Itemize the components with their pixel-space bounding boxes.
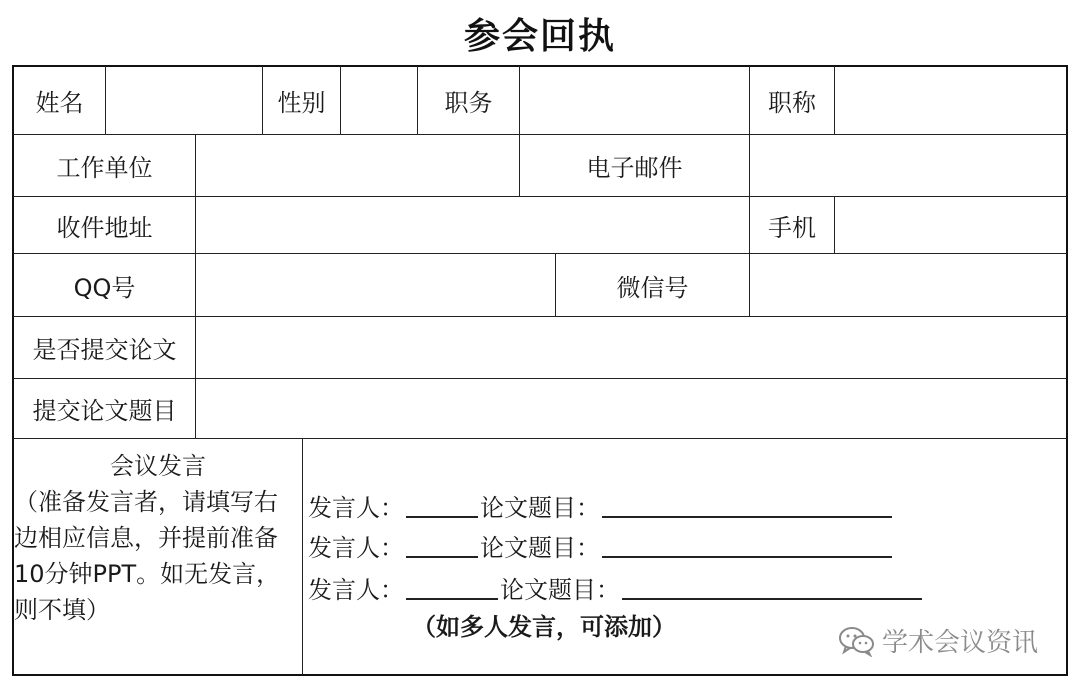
paper-title-blank[interactable]: [602, 555, 892, 558]
add-speakers-note: （如多人发言，可添加）: [412, 613, 676, 641]
paper-title-blank[interactable]: [602, 515, 892, 518]
paper-title-field[interactable]: [196, 379, 1066, 438]
speaker-name-blank[interactable]: [406, 515, 478, 518]
speech-note-line: 10分钟PPT。如无发言，: [14, 560, 281, 588]
form-title: 参会回执: [463, 16, 616, 57]
job-title-label: 职称: [768, 89, 816, 117]
address-label: 收件地址: [56, 213, 153, 242]
speaker-name-blank[interactable]: [406, 597, 498, 600]
watermark: [838, 622, 1038, 659]
speaker-name-blank[interactable]: [406, 555, 478, 558]
wechat-label: 微信号: [616, 273, 689, 302]
mobile-label: 手机: [768, 213, 816, 242]
gender-label: 性别: [277, 89, 326, 117]
name-field[interactable]: [106, 67, 262, 134]
watermark-text: 学术会议资讯: [882, 628, 1039, 658]
paper-title-label: 论文题目：: [480, 494, 600, 522]
job-title-field[interactable]: [835, 67, 1066, 134]
row-divider: [13, 438, 1067, 439]
speaker-label: 发言人：: [308, 534, 404, 562]
email-field[interactable]: [750, 135, 1066, 196]
workplace-field[interactable]: [196, 135, 519, 196]
mobile-field[interactable]: [835, 197, 1066, 253]
workplace-label: 工作单位: [56, 154, 153, 182]
speech-heading: 会议发言: [110, 452, 206, 480]
speech-note-line: （准备发言者，请填写右: [14, 488, 278, 516]
paper-title-label: 论文题目：: [500, 576, 620, 604]
submit-paper-label: 是否提交论文: [32, 336, 177, 364]
name-label: 姓名: [35, 89, 84, 117]
position-label: 职务: [444, 89, 493, 117]
speaker-row-3: [308, 570, 924, 605]
speaker-label: 发言人：: [308, 494, 404, 522]
col-divider: [302, 438, 303, 675]
speaker-row-2: [308, 528, 894, 563]
address-field[interactable]: [196, 197, 749, 253]
qq-label: QQ号: [73, 273, 136, 302]
email-label: 电子邮件: [586, 154, 683, 182]
speaker-row-1: [308, 488, 894, 523]
paper-title-label: 论文题目：: [480, 534, 600, 562]
wechat-icon: [838, 625, 876, 657]
qq-field[interactable]: [196, 254, 555, 316]
paper-title-blank[interactable]: [622, 597, 922, 600]
speech-instructions: [14, 448, 302, 628]
wechat-field[interactable]: [750, 254, 1066, 316]
speech-note-line: 则不填）: [14, 596, 110, 624]
speech-note-line: 边相应信息，并提前准备: [14, 524, 278, 552]
speaker-label: 发言人：: [308, 576, 404, 604]
gender-field[interactable]: [341, 67, 417, 134]
submit-paper-field[interactable]: [196, 317, 1066, 378]
paper-title-label: 提交论文题目: [32, 397, 177, 425]
position-field[interactable]: [520, 67, 749, 134]
